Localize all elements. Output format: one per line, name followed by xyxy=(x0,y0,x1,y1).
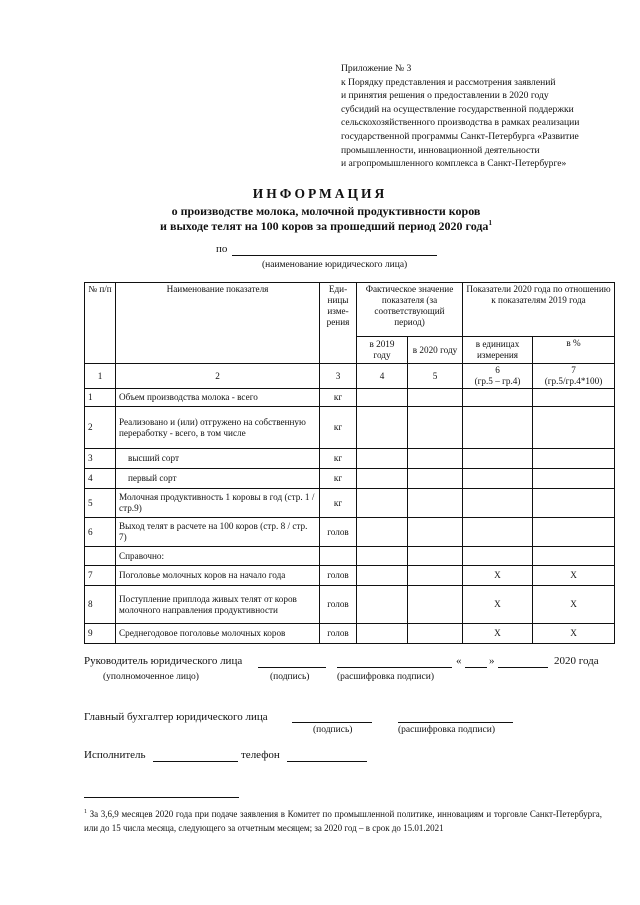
date-month-line[interactable] xyxy=(498,667,548,668)
header-units-diff: в единицах измерения xyxy=(463,337,533,364)
row-name: Выход телят в расчете на 100 коров (стр. 8 / стр. 7) xyxy=(116,518,320,547)
cell-2020[interactable] xyxy=(408,489,463,518)
head-decode-note: (расшифровка подписи) xyxy=(337,672,434,682)
phone-label: телефон xyxy=(241,749,280,761)
accountant-decode-note: (расшифровка подписи) xyxy=(398,725,495,735)
cell-percent[interactable] xyxy=(533,407,615,449)
appendix-line: Приложение № 3 xyxy=(341,63,412,74)
quote-open: « xyxy=(456,655,462,667)
colnum-4: 4 xyxy=(357,364,408,389)
row-name: Поголовье молочных коров на начало года xyxy=(116,566,320,586)
row-num: 9 xyxy=(85,624,116,644)
accountant-signature-line[interactable] xyxy=(292,722,372,723)
cell-diff[interactable] xyxy=(463,449,533,469)
org-prefix: по xyxy=(216,243,228,255)
footnote-divider xyxy=(84,797,239,798)
row-num: 7 xyxy=(85,566,116,586)
row-unit xyxy=(320,547,357,566)
row-num: 4 xyxy=(85,469,116,489)
row-unit: кг xyxy=(320,469,357,489)
cell-percent[interactable] xyxy=(533,469,615,489)
cell-2020 xyxy=(408,547,463,566)
appendix-line: государственной программы Санкт-Петербурга «Развитие xyxy=(341,130,579,142)
row-num: 1 xyxy=(85,389,116,407)
cell-diff: X xyxy=(463,566,533,586)
cell-2019[interactable] xyxy=(357,586,408,624)
cell-diff: X xyxy=(463,586,533,624)
row-num: 8 xyxy=(85,586,116,624)
date-day-line[interactable] xyxy=(465,667,487,668)
table-row xyxy=(85,449,615,469)
cell-percent[interactable] xyxy=(533,449,615,469)
cell-2020[interactable] xyxy=(408,449,463,469)
cell-2020[interactable] xyxy=(408,469,463,489)
row-name: Реализовано и (или) отгружено на собственную переработку - всего, в том числе xyxy=(116,407,320,449)
appendix-block xyxy=(341,62,616,171)
cell-2020[interactable] xyxy=(408,389,463,407)
row-name: первый сорт xyxy=(116,469,320,489)
appendix-line: и агропромышленного комплекса в Санкт-Петербурге» xyxy=(341,158,567,170)
row-unit: голов xyxy=(320,624,357,644)
executor-label: Исполнитель xyxy=(84,749,146,761)
year-label: 2020 года xyxy=(554,655,599,667)
row-unit: кг xyxy=(320,407,357,449)
row-unit: кг xyxy=(320,489,357,518)
footnote-text: За 3,6,9 месяцев 2020 года при подаче заявления в Комитет по промышленной политике, инновациям и торговле Санкт-Петербурга, или до 15 числа месяца, следующего за отчетным месяцем; за 2020 год – в срок до 15.01.2021 xyxy=(84,809,603,833)
header-unit: Еди-ницы изме-рения xyxy=(320,283,357,364)
cell-diff[interactable] xyxy=(463,389,533,407)
table-row xyxy=(85,518,615,547)
subtitle-text: и выходе телят на 100 коров за прошедший период 2020 года xyxy=(160,219,489,233)
row-num: 3 xyxy=(85,449,116,469)
org-name-line[interactable] xyxy=(232,255,437,256)
footnote-number: 1 xyxy=(84,809,87,815)
row-num xyxy=(85,547,116,566)
table-row xyxy=(85,489,615,518)
cell-percent: X xyxy=(533,566,615,586)
document-subtitle-line1: о производстве молока, молочной продуктивности коров xyxy=(171,204,481,218)
cell-diff[interactable] xyxy=(463,518,533,547)
cell-2020[interactable] xyxy=(408,586,463,624)
colnum-7: 7 (гр.5/гр.4*100) xyxy=(533,364,615,389)
row-num: 2 xyxy=(85,407,116,449)
accountant-decode-line[interactable] xyxy=(398,722,513,723)
executor-line[interactable] xyxy=(153,761,238,762)
indicators-table xyxy=(84,282,615,644)
cell-percent[interactable] xyxy=(533,489,615,518)
row-name: Молочная продуктивность 1 коровы в год (стр. 1 / стр.9) xyxy=(116,489,320,518)
cell-percent: X xyxy=(533,586,615,624)
row-num: 6 xyxy=(85,518,116,547)
cell-2019[interactable] xyxy=(357,566,408,586)
table-row xyxy=(85,407,615,449)
cell-2019[interactable] xyxy=(357,469,408,489)
table-row xyxy=(85,547,615,566)
footnote-mark: 1 xyxy=(488,219,492,227)
head-signature-line[interactable] xyxy=(258,667,326,668)
row-name: Поступление приплода живых телят от коров молочного направления продуктивности xyxy=(116,586,320,624)
document-subtitle-line2 xyxy=(0,219,640,234)
quote-close: » xyxy=(489,655,495,667)
head-decode-line[interactable] xyxy=(337,667,452,668)
row-name: Справочно: xyxy=(116,547,320,566)
row-unit: кг xyxy=(320,389,357,407)
accountant-sign-note: (подпись) xyxy=(313,725,353,735)
cell-2019[interactable] xyxy=(357,624,408,644)
cell-2020[interactable] xyxy=(408,624,463,644)
cell-2019[interactable] xyxy=(357,489,408,518)
org-name-note: (наименование юридического лица) xyxy=(262,260,408,270)
cell-diff xyxy=(463,547,533,566)
cell-2020[interactable] xyxy=(408,518,463,547)
cell-2020[interactable] xyxy=(408,407,463,449)
row-unit: голов xyxy=(320,518,357,547)
row-unit: кг xyxy=(320,449,357,469)
header-2020: в 2020 году xyxy=(408,337,463,364)
header-actual: Фактическое значение показателя (за соответствующий период) xyxy=(357,283,463,337)
table-row xyxy=(85,624,615,644)
table-row xyxy=(85,586,615,624)
header-2019: в 2019 году xyxy=(357,337,408,364)
colnum-3: 3 xyxy=(320,364,357,389)
row-unit: голов xyxy=(320,586,357,624)
footnote xyxy=(84,805,602,835)
header-percent: в % xyxy=(533,337,615,364)
cell-percent xyxy=(533,547,615,566)
row-num: 5 xyxy=(85,489,116,518)
cell-diff: X xyxy=(463,624,533,644)
cell-percent: X xyxy=(533,624,615,644)
document-title: ИНФОРМАЦИЯ xyxy=(252,186,388,201)
row-name: Среднегодовое поголовье молочных коров xyxy=(116,624,320,644)
colnum-1: 1 xyxy=(85,364,116,389)
colnum-5: 5 xyxy=(408,364,463,389)
accountant-label: Главный бухгалтер юридического лица xyxy=(84,711,268,723)
row-name: высший сорт xyxy=(116,449,320,469)
header-compare: Показатели 2020 года по отношению к показателям 2019 года xyxy=(463,283,615,337)
cell-diff[interactable] xyxy=(463,489,533,518)
cell-2019[interactable] xyxy=(357,389,408,407)
table-row xyxy=(85,469,615,489)
head-sign-note: (подпись) xyxy=(270,672,310,682)
table-row xyxy=(85,566,615,586)
colnum-2: 2 xyxy=(116,364,320,389)
cell-diff[interactable] xyxy=(463,407,533,449)
cell-percent[interactable] xyxy=(533,518,615,547)
appendix-line: сельскохозяйственного производства в рамках реализации xyxy=(341,117,580,129)
row-unit: голов xyxy=(320,566,357,586)
appendix-line: и принятия решения о предоставлении в 2020 году xyxy=(341,90,549,102)
table-row xyxy=(85,389,615,407)
head-label: Руководитель юридического лица xyxy=(84,655,243,667)
appendix-line: субсидий на осуществление государственной поддержки xyxy=(341,103,574,115)
header-num: № п/п xyxy=(85,283,116,364)
cell-2019[interactable] xyxy=(357,449,408,469)
cell-2019[interactable] xyxy=(357,407,408,449)
colnum-6: 6 (гр.5 – гр.4) xyxy=(463,364,533,389)
cell-diff[interactable] xyxy=(463,469,533,489)
cell-2019 xyxy=(357,547,408,566)
cell-2019[interactable] xyxy=(357,518,408,547)
cell-percent[interactable] xyxy=(533,389,615,407)
cell-2020[interactable] xyxy=(408,566,463,586)
row-name: Объем производства молока - всего xyxy=(116,389,320,407)
head-sub-label: (уполномоченное лицо) xyxy=(103,672,199,682)
phone-line[interactable] xyxy=(287,761,367,762)
header-name: Наименование показателя xyxy=(116,283,320,364)
appendix-line: промышленности, инновационной деятельности xyxy=(341,144,540,156)
appendix-line: к Порядку представления и рассмотрения заявлений xyxy=(341,76,556,88)
